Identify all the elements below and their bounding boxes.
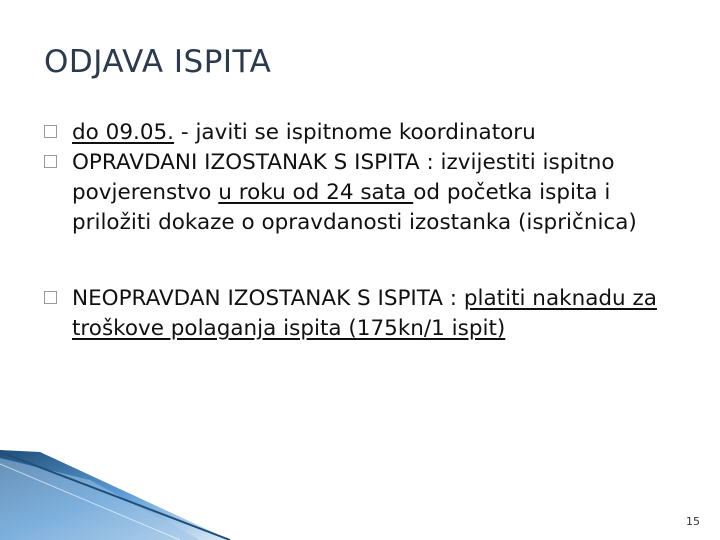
unjustified-absence-fee: platiti naknadu za troškove polaganja ispita (175kn/1 ispit) [72,286,657,341]
page-number: 15 [686,515,700,528]
checkbox-bullet-icon [44,125,57,138]
justified-absence-text: OPRAVDANI IZOSTANAK S ISPITA : izvijestiti ispitno povjerenstvo [72,150,615,205]
bottom-left-decoration [0,450,720,540]
deadline-date: do 09.05. [72,120,175,145]
justified-absence-deadline: u roku od 24 sata [218,180,414,205]
bullet-item-deadline [44,118,684,148]
checkbox-bullet-icon [44,291,57,304]
deadline-text: - javiti se ispitnome koordinatoru [174,120,536,145]
slide-title: ODJAVA ISPITA [44,44,272,80]
bullet-list [44,118,684,344]
justified-absence-text-end: od početka ispita i priložiti dokaze o opravdanosti izostanka (ispričnica) [72,180,637,235]
bullet-item-unjustified-absence [44,284,684,344]
bullet-item-justified-absence [44,148,684,238]
unjustified-absence-heading: NEOPRAVDAN IZOSTANAK S ISPITA : [72,286,464,311]
checkbox-bullet-icon [44,155,57,168]
